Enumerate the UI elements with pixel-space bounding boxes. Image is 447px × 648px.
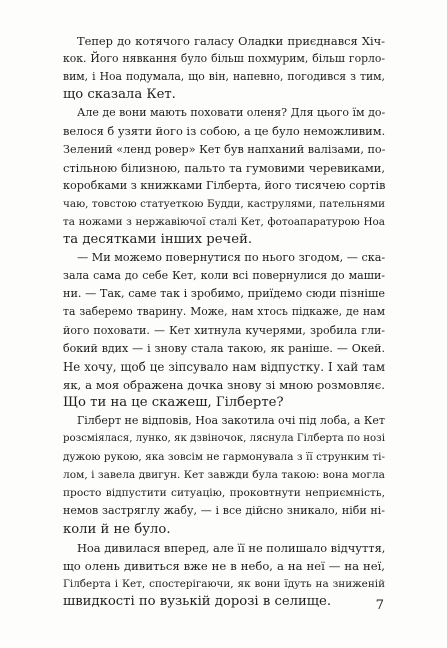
text-line: Але де вони мають поховати оленя? Для цього їм до-	[77, 106, 386, 120]
text-line: немов застряглу жабу, — і все дійсно зникало, ніби ні-	[63, 504, 385, 518]
text-line: вим, і Ноа подумала, що він, напевно, погодився з тим,	[63, 70, 385, 84]
text-line: коробками з книжками Гілберта, його тисячею сортів	[63, 178, 386, 192]
text-line: Гілберт не відповів, Ноа закотила очі під лоба, а Кет	[77, 413, 385, 427]
text-line: Гілберта і Кет, спостерігаючи, як вони їдуть на зниженій	[63, 577, 385, 590]
text-line: та десятками інших речей.	[63, 232, 253, 248]
page-text	[63, 32, 385, 611]
text-line: Ноа дивилася вперед, але її не полишало відчуття,	[77, 540, 386, 555]
paragraph	[63, 412, 385, 539]
text-line: його поховати. — Кет хитнула кучерями, зробила гли-	[63, 323, 385, 337]
text-line: чаю, товстою статуеткою Будди, каструлями, пательнями	[63, 197, 385, 210]
text-line: Зелений «ленд ровер» Кет був напханий валізами, по-	[63, 142, 386, 156]
text-line: стільною білизною, пальто та гумовими черевиками,	[63, 160, 385, 175]
text-line: просто відпустити ситуацію, проковтнути неприємність,	[63, 487, 385, 500]
text-line: коли й не було.	[63, 521, 171, 537]
paragraph	[63, 539, 385, 611]
text-line: кок. Його нявкання було більш похмурим, більш горло-	[63, 52, 385, 66]
text-line: як, а моя ображена дочка знову зі мною розмовляє.	[63, 377, 385, 392]
text-line: Що ти на це скажеш, Гілберте?	[63, 394, 284, 410]
text-line: швидкості по вузькій дорозі в селище.	[63, 593, 332, 609]
text-line: розсміялася, лунко, як дзвіночок, ляснула Гілберта по нозі	[63, 433, 385, 445]
paragraph	[63, 249, 385, 412]
paragraph	[63, 104, 385, 249]
text-line: Не хочу, щоб це зіпсувало нам відпустку. І хай там	[63, 359, 385, 374]
text-line: Тепер до котячого галасу Оладки приєднався Хіч-	[77, 34, 385, 48]
text-line: лом, і завела двигун. Кет завжди була такою: вона могла	[63, 469, 385, 482]
text-line: що олень дивиться вже не в небо, а на неї — на неї,	[63, 558, 385, 573]
text-line: зала сама до себе Кет, коли всі повернулися до маши-	[63, 269, 385, 283]
paragraph	[63, 32, 385, 104]
page-number: 7	[375, 598, 384, 613]
text-line: та ножами з нержавіючої сталі Кет, фотоапаратурою Ноа	[63, 215, 385, 228]
text-line: бокий вдих — і знову стала такою, як раніше. — Окей.	[63, 341, 385, 355]
text-line: велося б узяти його із собою, а це було неможливим.	[63, 124, 386, 139]
text-line: — Ми можемо повернутися по нього згодом, — ска-	[77, 251, 386, 265]
text-line: ни. — Так, саме так і зробимо, приїдемо сюди пізніше	[63, 287, 385, 301]
text-line: та заберемо тварину. Може, нам хтось підкаже, де нам	[63, 305, 385, 319]
text-line: що сказала Кет.	[63, 87, 176, 103]
text-line: дужою рукою, яка зовсім не гармонувала з її струнким ті-	[63, 451, 385, 464]
